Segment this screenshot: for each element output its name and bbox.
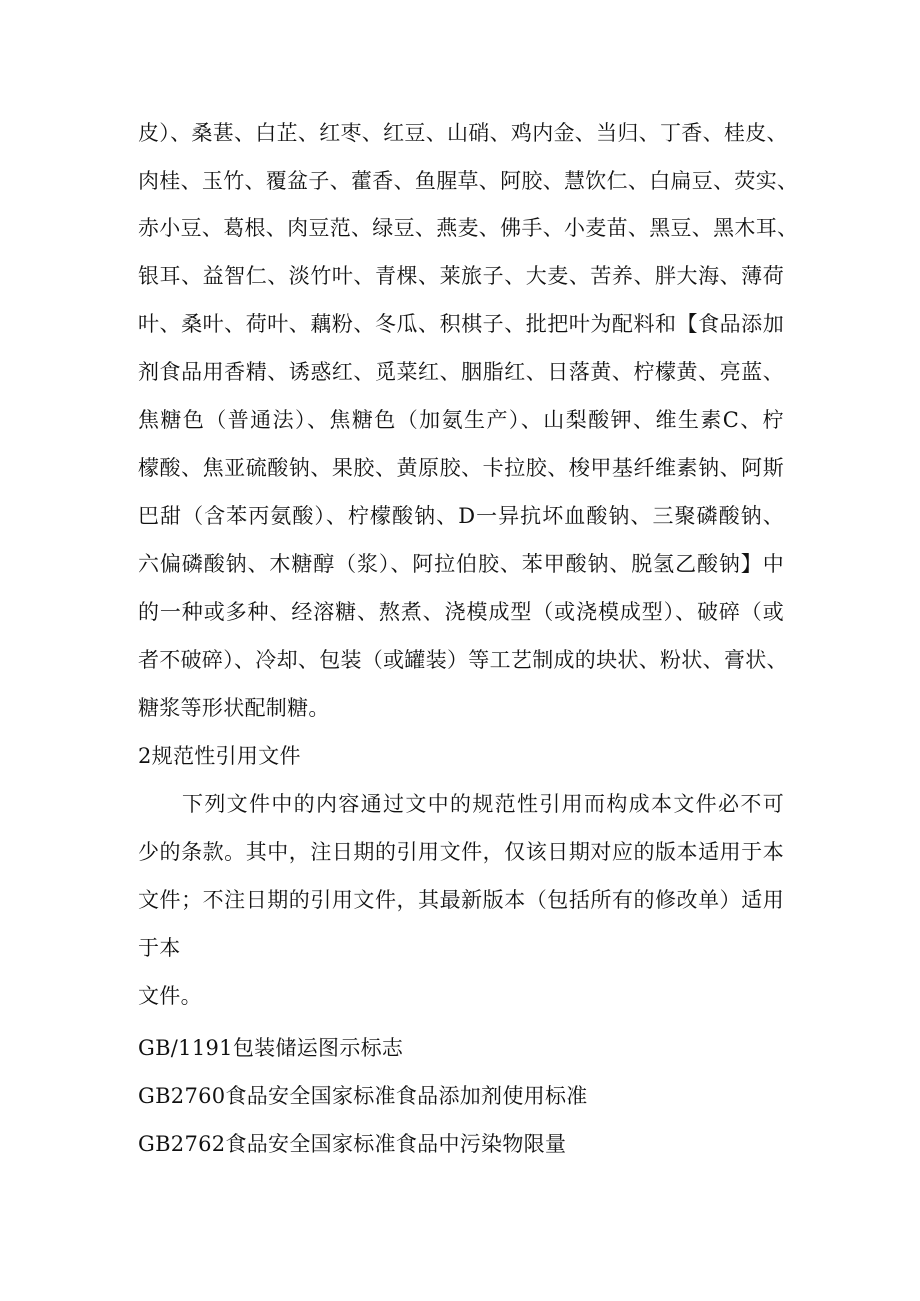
paragraph-line: 文件；不注日期的引用文件，其最新版本（包括所有的修改单）适用 <box>138 888 784 912</box>
paragraph-line: 六偏磷酸钠、木糖醇（浆）、阿拉伯胶、苯甲酸钠、脱氢乙酸钠】中 <box>138 552 784 576</box>
section-heading: 2规范性引用文件 <box>138 744 301 768</box>
paragraph-line: 糖浆等形状配制糖。 <box>138 696 330 720</box>
paragraph-line: 文件。 <box>138 984 202 1008</box>
paragraph-line: 银耳、益智仁、淡竹叶、青棵、莱旅子、大麦、苦养、胖大海、薄荷 <box>138 264 784 288</box>
reference-item: GB2762食品安全国家标准食品中污染物限量 <box>138 1132 567 1156</box>
paragraph-line: 的一种或多种、经溶糖、熬煮、浇模成型（或浇模成型）、破碎（或 <box>138 600 784 624</box>
paragraph-line: 赤小豆、葛根、肉豆范、绿豆、燕麦、佛手、小麦苗、黑豆、黑木耳、 <box>138 216 799 240</box>
paragraph-line: 者不破碎）、冷却、包装（或罐装）等工艺制成的块状、粉状、膏状、 <box>138 648 788 672</box>
paragraph-line: 叶、桑叶、荷叶、藕粉、冬瓜、积棋子、批把叶为配料和【食品添加 <box>138 312 784 336</box>
paragraph-line: 少的条款。其中，注日期的引用文件，仅该日期对应的版本适用于本 <box>138 840 784 864</box>
paragraph-line: 下列文件中的内容通过文中的规范性引用而构成本文件必不可 <box>182 792 784 816</box>
paragraph-line: 剂食品用香精、诱惑红、觅菜红、胭脂红、日落黄、柠檬黄、亮蓝、 <box>138 360 784 384</box>
paragraph-line: 焦糖色（普通法）、焦糖色（加氨生产）、山梨酸钾、维生素C、柠 <box>138 408 784 432</box>
reference-item: GB2760食品安全国家标准食品添加剂使用标准 <box>138 1084 588 1108</box>
reference-item: GB/1191包装储运图示标志 <box>138 1036 404 1060</box>
paragraph-line: 巴甜（含苯丙氨酸）、柠檬酸钠、D一异抗坏血酸钠、三聚磷酸钠、 <box>138 504 784 528</box>
paragraph-line: 皮）、桑葚、白芷、红枣、红豆、山硝、鸡内金、当归、丁香、桂皮、 <box>138 121 788 145</box>
paragraph-line: 肉桂、玉竹、覆盆子、藿香、鱼腥草、阿胶、慧饮仁、白扁豆、荧实、 <box>138 169 799 193</box>
paragraph-line: 于本 <box>138 936 181 960</box>
paragraph-line: 檬酸、焦亚硫酸钠、果胶、黄原胶、卡拉胶、梭甲基纤维素钠、阿斯 <box>138 456 784 480</box>
